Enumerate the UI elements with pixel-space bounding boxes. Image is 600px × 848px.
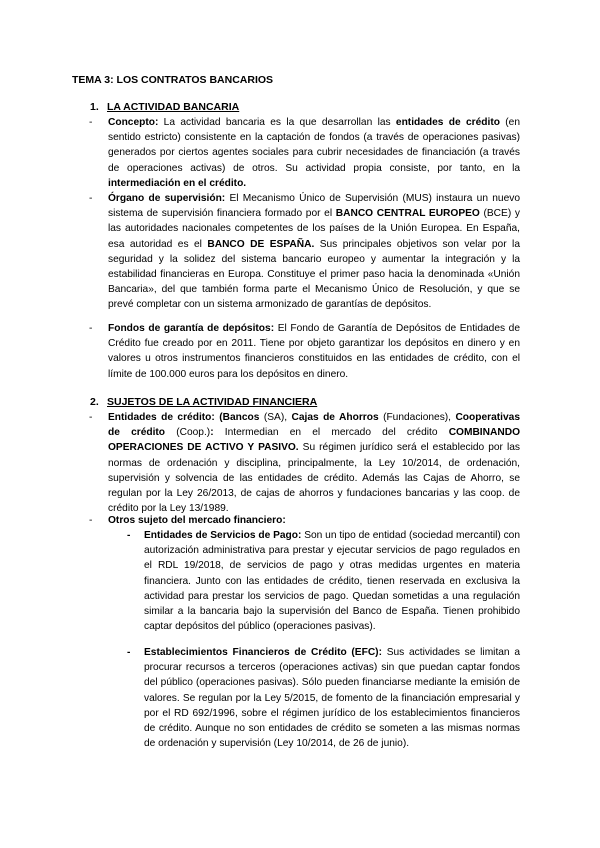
term-concepto: Concepto:: [108, 117, 159, 128]
list-item-concepto: - Concepto: La actividad bancaria es la que desarrollan las entidades de crédito (en sentido estricto) consistente en la captación de fondos (a través de operaciones pasivas) generados por ciertos agentes sociales para cubrir necesidades de financiación (a través de operaciones activas) de otros. Su actividad propia consiste, por tanto, en la intermediación en el crédito.: [89, 117, 521, 189]
term-efc: Establecimientos Financieros de Crédito (EFC):: [144, 647, 382, 658]
list-item-otros-sujetos: - Otros sujeto del mercado financiero:: [89, 515, 286, 526]
section-1-title: LA ACTIVIDAD BANCARIA: [107, 101, 240, 113]
list-item-fondos-garantia: - Fondos de garantía de depósitos: El Fondo de Garantía de Depósitos de Entidades de Crédito fue creado por en 2011. Tiene por objeto garantizar los depósitos en dinero y en valores u otros instrumentos financieros constituidos en las entidades de crédito, con el límite de 100.000 euros para los depósitos en dinero.: [89, 323, 521, 380]
document-title: TEMA 3: LOS CONTRATOS BANCARIOS: [72, 74, 274, 86]
sublist-item-servicios-pago: - Entidades de Servicios de Pago: Son un tipo de entidad (sociedad mercantil) con autorización administrativa para prestar y ejecutar servicios de pago regulados en el RDL 19/2018, de servicios de pago y otras medidas urgentes en materia financiera. Junto con las entidades de crédito, tienen reservada en exclusiva la actividad para prestar los servicios de pago. Quedan sometidas a una regulación similar a la bancaria bajo la supervisión del Banco de España. Tienen prohibido captar depósitos del público (operaciones pasivas).: [127, 530, 520, 633]
term-organo-supervision: Órgano de supervisión:: [108, 193, 226, 204]
term-servicios-pago: Entidades de Servicios de Pago:: [144, 530, 302, 541]
list-item-organo-supervision: - Órgano de supervisión: El Mecanismo Único de Supervisión (MUS) instaura un nuevo sistema de supervisión financiera formado por el BANCO CENTRAL EUROPEO (BCE) y las autoridades nacionales competentes de los países de la Unión Europea. En España, esa autoridad es el BANCO DE ESPAÑA. Sus principales objetivos son velar por la seguridad y la solidez del sistema bancario europeo y aumentar la integración y la estabilidad financieras en Europa. Constituye el primer paso hacia la denominada «Unión Bancaria», del que también forma parte el Mecanismo Único de Resolución, y que se prevé completar con un sistema armonizado de garantías de depósitos.: [89, 193, 520, 311]
section-2-number: 2.: [90, 396, 99, 408]
section-1-number: 1.: [90, 101, 99, 113]
list-item-entidades-credito: - Entidades de crédito: (Bancos (SA), Cajas de Ahorros (Fundaciones), Cooperativas de crédito (Coop.): Intermedian en el mercado del crédito COMBINANDO OPERACIONES DE ACTIVO Y PASIVO. Su régimen jurídico será el establecido por las normas de ordenación y disciplina, principalmente, la Ley 10/2014, de ordenación, supervisión y solvencia de las entidades de crédito. Además las Cajas de Ahorro, se regulan por la Ley 26/2013, de cajas de ahorros y fundaciones bancarias y las coop. de crédito por la Ley 13/1989.: [89, 412, 520, 515]
section-1-heading: [90, 101, 239, 113]
sublist-item-efc: - Establecimientos Financieros de Crédito (EFC): Sus actividades se limitan a procurar recursos a terceros (operaciones activas) sin que puedan captar fondos del público (operaciones pasivas). Sólo pueden financiarse mediante la emisión de valores. Se regulan por la Ley 5/2015, de fomento de la financiación empresarial y por el RD 692/1996, sobre el régimen jurídico de los establecimientos financieros de crédito. Aunque no son entidades de crédito se someten a las mismas normas de ordenación y supervisión (Ley 10/2014, de 26 de junio).: [127, 647, 520, 750]
term-fondos-garantia: Fondos de garantía de depósitos:: [108, 323, 275, 334]
section-2-title: SUJETOS DE LA ACTIVIDAD FINANCIERA: [107, 396, 318, 408]
section-2-heading: [90, 396, 317, 408]
